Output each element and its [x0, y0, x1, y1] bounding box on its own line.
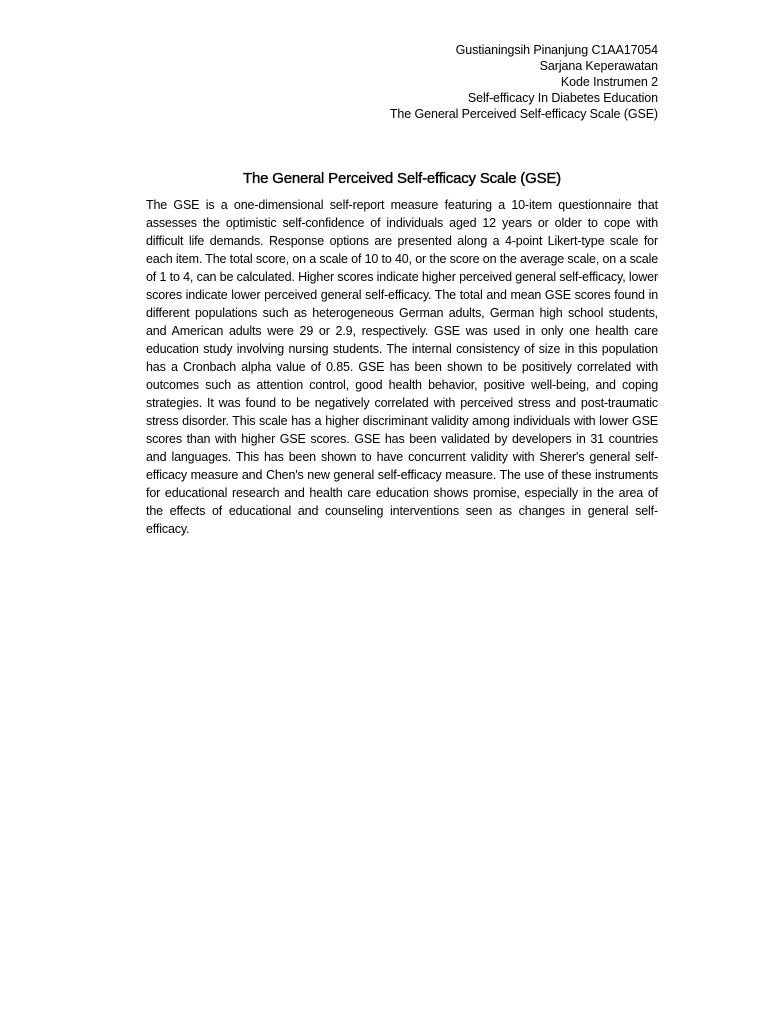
document-header — [390, 42, 658, 122]
header-program-line: Sarjana Keperawatan — [539, 59, 658, 73]
header-author-line: Gustianingsih Pinanjung C1AA17054 — [455, 43, 658, 57]
header-topic-line: Self-efficacy In Diabetes Education — [467, 91, 658, 105]
header-scale-line: The General Perceived Self-efficacy Scale (GSE) — [389, 107, 658, 121]
body-paragraph: The GSE is a one-dimensional self-report measure featuring a 10-item questionnaire that assesses the optimistic self-confidence of individuals aged 12 years or older to cope with difficult life demands. Response options are presented along a 4-point Likert-type scale for each item. The total score, on a scale of 10 to 40, or the score on the average scale, on a scale of 1 to 4, can be calculated. Higher scores indicate higher perceived general self-efficacy, lower scores indicate lower perceived general self-efficacy. The total and mean GSE scores found in different populations such as heterogeneous German adults, German high school students, and American adults were 29 or 2.9, respectively. GSE was used in only one health care education study involving nursing students. The internal consistency of size in this population has a Cronbach alpha value of 0.85. GSE has been shown to be positively correlated with outcomes such as attention control, good health behavior, positive well-being, and coping strategies. It was found to be negatively correlated with perceived stress and post-traumatic stress disorder. This scale has a higher discriminant validity among individuals with lower GSE scores than with higher GSE scores. GSE has been validated by developers in 31 countries and languages. This has been shown to have concurrent validity with Sherer's general self-efficacy measure and Chen's new general self-efficacy measure. The use of these instruments for educational research and health care education shows promise, especially in the area of the effects of educational and counseling interventions seen as changes in general self-efficacy. — [146, 198, 658, 536]
document-title: The General Perceived Self-efficacy Scale (GSE) — [243, 170, 561, 187]
header-instrument-code-line: Kode Instrumen 2 — [560, 75, 658, 89]
